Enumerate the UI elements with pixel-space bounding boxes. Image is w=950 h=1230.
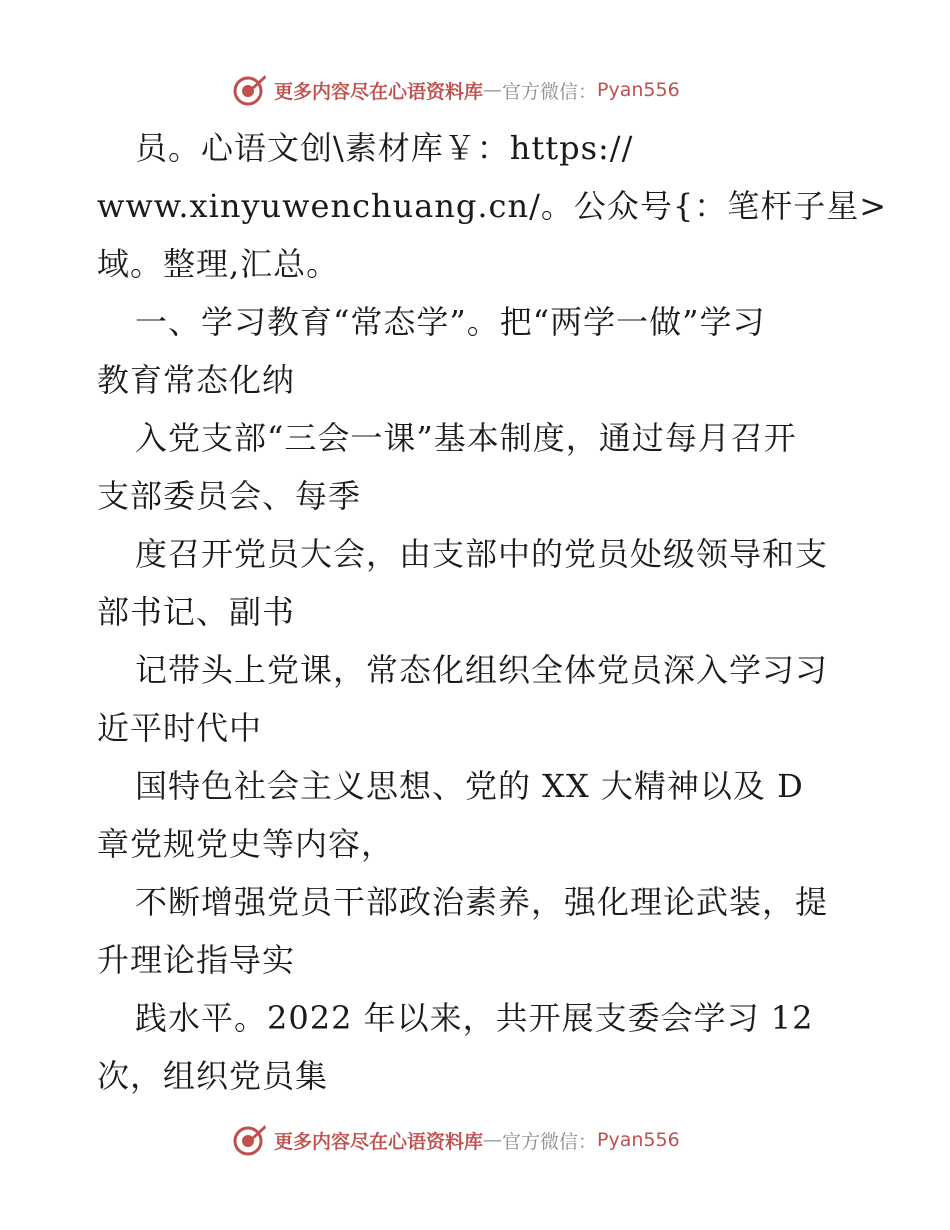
body-line: 域。整理,汇总。 xyxy=(97,245,340,283)
body-line: 员。心语文创\素材库￥：https:// xyxy=(135,129,634,167)
header-banner xyxy=(232,70,752,110)
banner-dash: — xyxy=(483,1129,503,1151)
body-line: 章党规党史等内容， xyxy=(97,825,395,863)
body-line: www.xinyuwenchuang.cn/。公众号{：笔杆子星> xyxy=(97,187,888,225)
body-line: 入党支部“三会一课”基本制度，通过每月召开 xyxy=(135,419,797,457)
body-line: 记带头上党课，常态化组织全体党员深入学习习 xyxy=(135,651,829,689)
banner-sub-text: 官方微信： xyxy=(502,1130,598,1153)
document-body xyxy=(97,119,888,1105)
banner-main-text: 更多内容尽在心语资料库 xyxy=(274,80,484,103)
footer-banner xyxy=(232,1120,752,1160)
body-line: 度召开党员大会，由支部中的党员处级领导和支 xyxy=(135,535,829,573)
banner-dash: — xyxy=(483,79,503,101)
body-line: 部书记、副书 xyxy=(97,593,296,631)
body-line: 践水平。2022 年以来，共开展支委会学习 12 xyxy=(135,999,814,1037)
banner-main-text: 更多内容尽在心语资料库 xyxy=(274,1130,484,1153)
banner-wechat-id: Pyan556 xyxy=(597,1129,680,1151)
banner-wechat-id: Pyan556 xyxy=(597,79,680,101)
body-line: 国特色社会主义思想、党的 XX 大精神以及 D xyxy=(135,767,804,805)
banner-sub-text: 官方微信： xyxy=(502,80,598,103)
body-line: 升理论指导实 xyxy=(97,941,296,979)
body-line: 教育常态化纳 xyxy=(97,361,296,399)
body-line: 一、学习教育“常态学”。把“两学一做”学习 xyxy=(135,303,766,341)
body-line: 支部委员会、每季 xyxy=(97,477,362,515)
body-line: 近平时代中 xyxy=(97,709,263,747)
pen-logo-icon xyxy=(232,1122,268,1158)
body-line: 不断增强党员干部政治素养，强化理论武装，提 xyxy=(135,883,829,921)
body-line: 次，组织党员集 xyxy=(97,1057,329,1095)
pen-logo-icon xyxy=(232,72,268,108)
